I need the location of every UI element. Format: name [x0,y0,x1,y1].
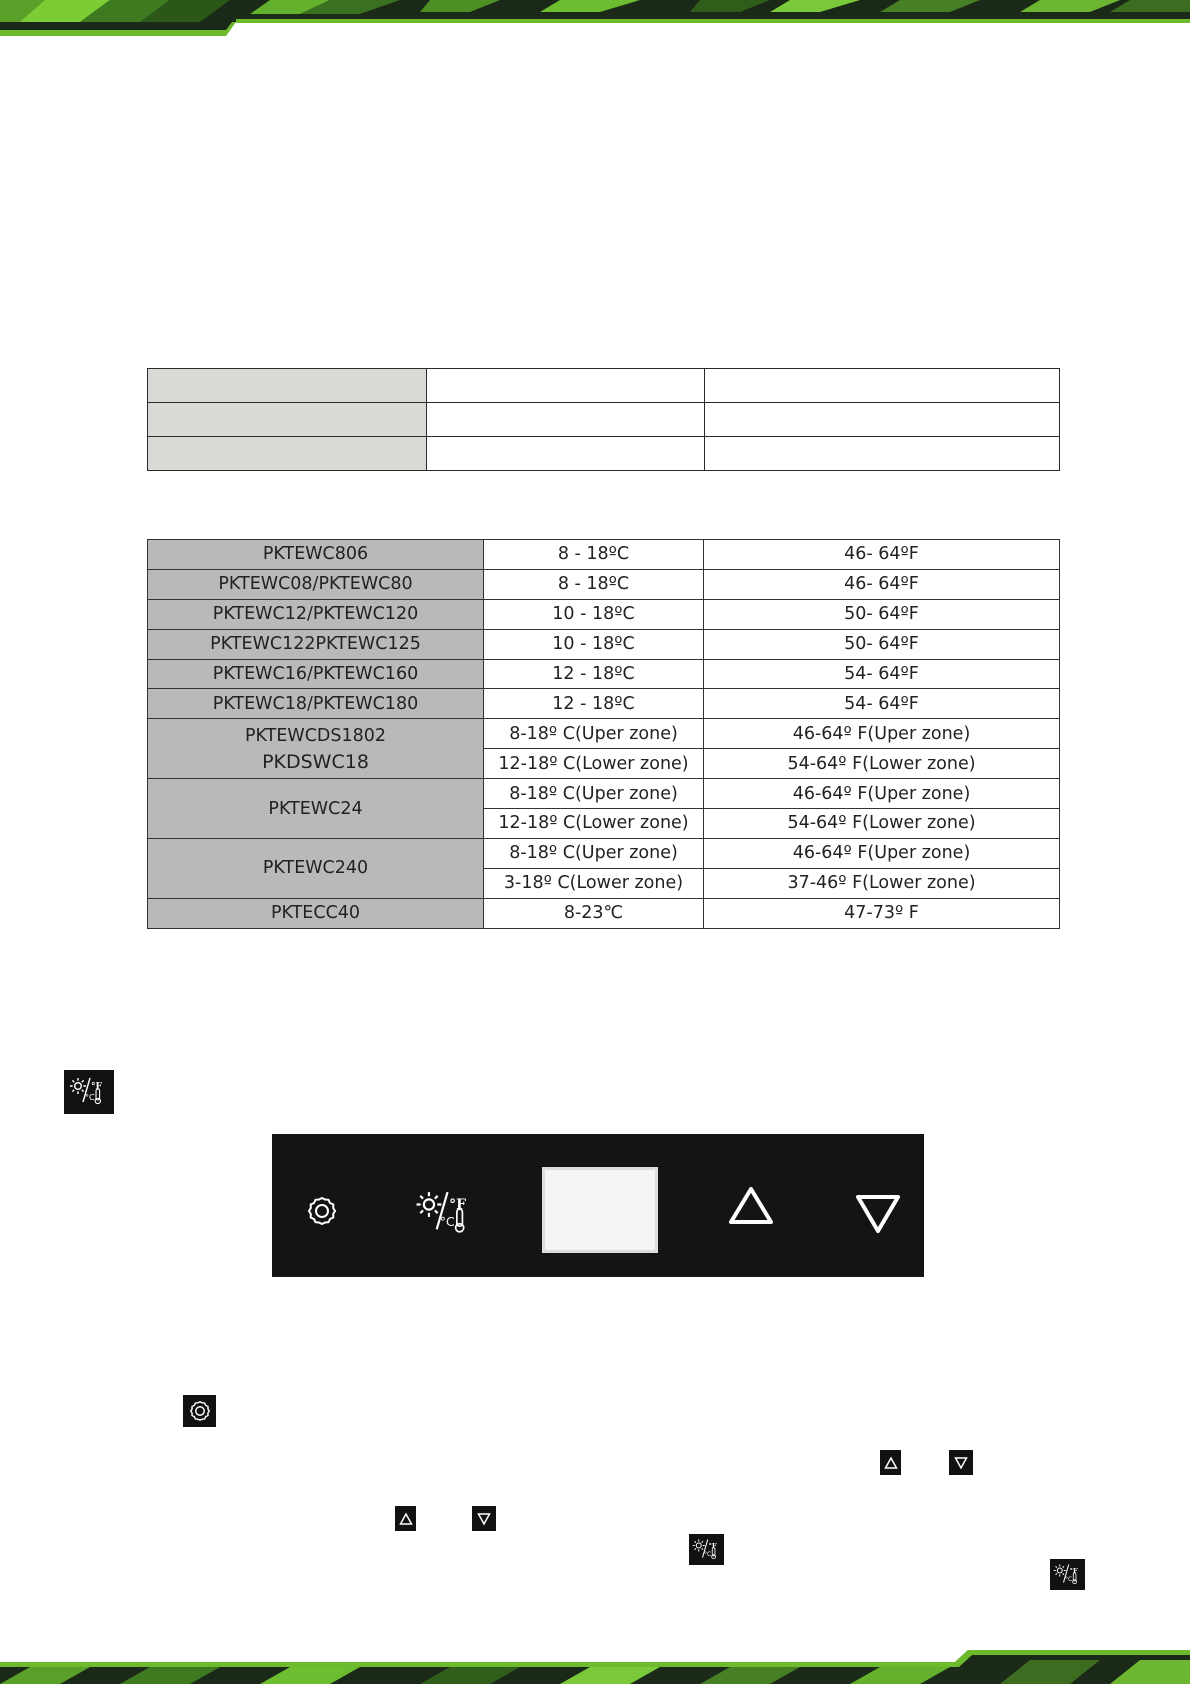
fahrenheit-cell: 46-64º F(Uper zone) [704,719,1060,749]
table-row [148,838,1060,868]
fahrenheit-cell: 46-64º F(Uper zone) [704,838,1060,868]
model-cell: PKTEWC122PKTEWC125 [148,629,484,659]
fahrenheit-cell: 46-64º F(Uper zone) [704,779,1060,809]
table-row [148,659,1060,689]
up-triangle-icon [395,1506,416,1531]
model-name: PKTEWCDS1802 [244,725,387,746]
spec-cell [427,403,705,437]
fahrenheit-cell: 54-64º F(Lower zone) [704,749,1060,779]
model-cell: PKTEWC08/PKTEWC80 [148,569,484,599]
celsius-cell: 12 - 18ºC [484,659,704,689]
table-row [148,719,1060,749]
celsius-cell: 10 - 18ºC [484,629,704,659]
light-temperature-icon [417,1192,467,1232]
celsius-cell: 8-23℃ [484,898,704,928]
fahrenheit-cell: 50- 64ºF [704,629,1060,659]
light-temperature-icon [1050,1559,1085,1590]
table-row [148,403,1060,437]
celsius-cell: 12 - 18ºC [484,689,704,719]
light-temperature-icon [64,1070,114,1114]
temperature-display [542,1167,658,1253]
model-cell: PKTEWC18/PKTEWC180 [148,689,484,719]
model-cell: PKTECC40 [148,898,484,928]
celsius-cell: 8 - 18ºC [484,540,704,570]
spec-table [147,368,1060,471]
spec-cell [427,437,705,471]
footer-band-graphic [0,1640,1190,1684]
model-cell: PKTEWC240 [148,838,484,898]
up-triangle-icon [880,1450,901,1475]
celsius-cell: 10 - 18ºC [484,599,704,629]
table-row [148,540,1060,570]
table-row [148,599,1060,629]
model-cell: PKTEWC16/PKTEWC160 [148,659,484,689]
model-cell [148,719,484,779]
down-triangle-icon [858,1197,898,1231]
table-row [148,437,1060,471]
fahrenheit-cell: 50- 64ºF [704,599,1060,629]
fahrenheit-cell: 46- 64ºF [704,569,1060,599]
footer-band [0,1640,1190,1684]
header-band [0,0,1190,40]
fahrenheit-cell: 47-73º F [704,898,1060,928]
spec-cell [148,437,427,471]
fahrenheit-cell: 46- 64ºF [704,540,1060,570]
table-row [148,369,1060,403]
gear-icon [183,1395,216,1427]
spec-cell [705,369,1060,403]
light-temperature-glyph [69,1076,109,1108]
celsius-cell: 8 - 18ºC [484,569,704,599]
header-band-graphic [0,0,1190,40]
table-row [148,689,1060,719]
spec-cell [427,369,705,403]
celsius-cell: 8-18º C(Uper zone) [484,779,704,809]
celsius-cell: 12-18º C(Lower zone) [484,749,704,779]
fahrenheit-cell: 54- 64ºF [704,689,1060,719]
down-triangle-icon [472,1506,496,1531]
spec-cell [148,403,427,437]
spec-cell [705,403,1060,437]
gear-icon [309,1198,335,1224]
down-triangle-icon [949,1450,973,1475]
table-row [148,569,1060,599]
model-cell: PKTEWC12/PKTEWC120 [148,599,484,629]
model-cell: PKTEWC24 [148,779,484,839]
table-row [148,629,1060,659]
celsius-cell: 3-18º C(Lower zone) [484,868,704,898]
model-cell: PKTEWC806 [148,540,484,570]
up-triangle-icon [731,1189,771,1222]
light-temperature-icon [689,1534,724,1565]
table-row [148,779,1060,809]
celsius-cell: 12-18º C(Lower zone) [484,809,704,839]
spec-cell [705,437,1060,471]
fahrenheit-cell: 54-64º F(Lower zone) [704,809,1060,839]
celsius-cell: 8-18º C(Uper zone) [484,719,704,749]
spec-cell [148,369,427,403]
celsius-cell: 8-18º C(Uper zone) [484,838,704,868]
fahrenheit-cell: 37-46º F(Lower zone) [704,868,1060,898]
temperature-range-table [147,539,1060,929]
fahrenheit-cell: 54- 64ºF [704,659,1060,689]
table-row [148,898,1060,928]
model-name-alt: PKDSWC18 [262,750,369,773]
